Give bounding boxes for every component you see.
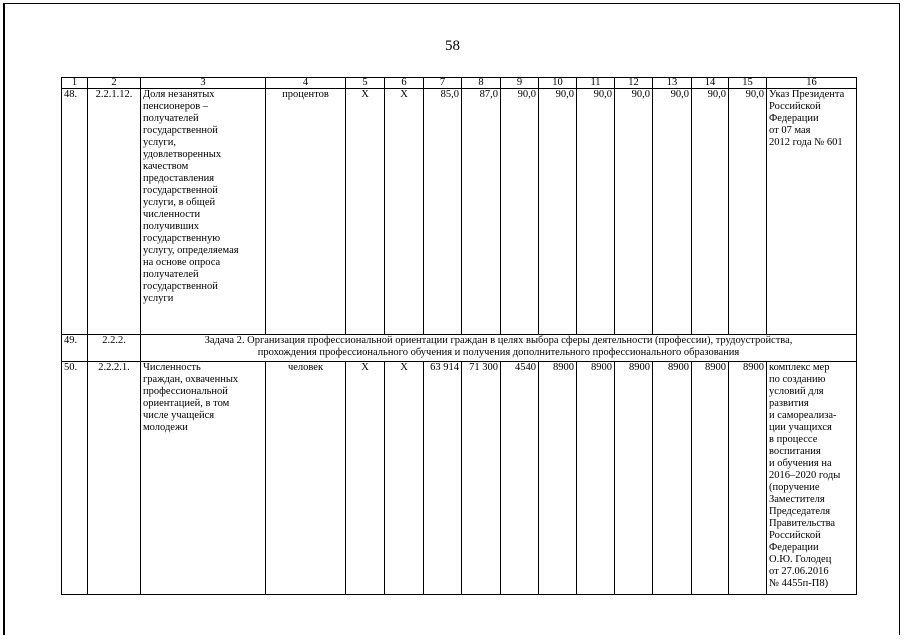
table-row-49 [62, 335, 857, 362]
row-number: 50. [62, 362, 88, 595]
row-number: 48. [62, 89, 88, 335]
row-code: 2.2.2.1. [88, 362, 141, 595]
value-cell: 71 300 [462, 362, 501, 595]
value-cell: 90,0 [729, 89, 767, 335]
row-code: 2.2.1.12. [88, 89, 141, 335]
col-number-cell: 14 [692, 78, 729, 89]
row-code: 2.2.2. [88, 335, 141, 362]
value-cell: X [385, 362, 424, 595]
value-cell: 8900 [692, 362, 729, 595]
value-cell: 90,0 [577, 89, 615, 335]
col-number-cell: 10 [539, 78, 577, 89]
col-number-cell: 4 [266, 78, 346, 89]
col-number-cell: 2 [88, 78, 141, 89]
value-cell: 90,0 [539, 89, 577, 335]
col-number-cell: 16 [767, 78, 857, 89]
value-cell: 90,0 [501, 89, 539, 335]
col-number-cell: 11 [577, 78, 615, 89]
col-number-cell: 9 [501, 78, 539, 89]
col-number-cell: 5 [346, 78, 385, 89]
value-cell: 8900 [653, 362, 692, 595]
col-number-cell: 7 [424, 78, 462, 89]
col-number-cell: 6 [385, 78, 424, 89]
value-cell: 90,0 [615, 89, 653, 335]
value-cell: 85,0 [424, 89, 462, 335]
value-cell: X [346, 89, 385, 335]
col-number-cell: 8 [462, 78, 501, 89]
value-cell: X [385, 89, 424, 335]
table-row-50 [62, 362, 857, 595]
indicator-name: Доля незанятых пенсионеров – получателей государственной услуги, удовлетворенных качеством предоставления государственной услуги, в общей численности получивших государственную услугу, определяемая на основе опроса получателей государственной услуги [141, 89, 266, 335]
column-number-row [62, 78, 857, 89]
value-cell: 8900 [615, 362, 653, 595]
value-cell: 8900 [577, 362, 615, 595]
unit-cell: человек [266, 362, 346, 595]
value-cell: 90,0 [653, 89, 692, 335]
value-cell: 90,0 [692, 89, 729, 335]
col-number-cell: 13 [653, 78, 692, 89]
col-number-cell: 1 [62, 78, 88, 89]
table-row-48 [62, 89, 857, 335]
value-cell: 4540 [501, 362, 539, 595]
basis-cell: Указ Президента Российской Федерации от 07 мая 2012 года № 601 [767, 89, 857, 335]
task-heading: Задача 2. Организация профессиональной ориентации граждан в целях выбора сферы деятельности (профессии), трудоустройства, прохождения профессионального обучения и получения дополнительного профессионального образования [141, 335, 857, 362]
unit-cell: процентов [266, 89, 346, 335]
value-cell: X [346, 362, 385, 595]
row-number: 49. [62, 335, 88, 362]
indicators-table [61, 77, 857, 595]
indicator-name: Численность граждан, охваченных профессиональной ориентацией, в том числе учащейся молодежи [141, 362, 266, 595]
value-cell: 8900 [539, 362, 577, 595]
value-cell: 8900 [729, 362, 767, 595]
page-number: 58 [445, 38, 460, 54]
value-cell: 87,0 [462, 89, 501, 335]
col-number-cell: 12 [615, 78, 653, 89]
col-number-cell: 3 [141, 78, 266, 89]
basis-cell: комплекс мер по созданию условий для развития и самореализа- ции учащихся в процессе воспитания и обучения на 2016–2020 годы (поручение Заместителя Председателя Правительства Российской Федерации О.Ю. Голодец от 27.06.2016 № 4455п-П8) [767, 362, 857, 595]
col-number-cell: 15 [729, 78, 767, 89]
value-cell: 63 914 [424, 362, 462, 595]
